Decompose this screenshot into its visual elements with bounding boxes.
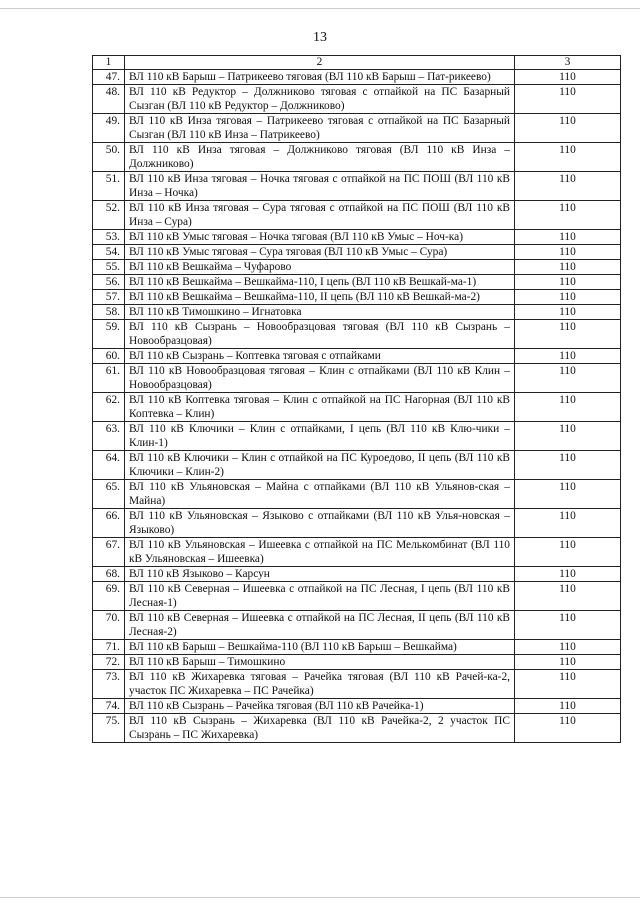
table-row (93, 275, 621, 290)
line-name: ВЛ 110 кВ Инза тяговая – Должниково тяговая (ВЛ 110 кВ Инза – Должниково) (125, 143, 515, 172)
voltage-value: 110 (515, 114, 621, 143)
voltage-value: 110 (515, 275, 621, 290)
voltage-value: 110 (515, 393, 621, 422)
row-number: 71. (93, 640, 125, 655)
table-row (93, 320, 621, 349)
table-row (93, 509, 621, 538)
line-name: ВЛ 110 кВ Барыш – Патрикеево тяговая (ВЛ 110 кВ Барыш – Пат-рикеево) (125, 70, 515, 85)
voltage-value: 110 (515, 582, 621, 611)
voltage-value: 110 (515, 260, 621, 275)
table-row (93, 538, 621, 567)
line-name: ВЛ 110 кВ Ульяновская – Майна с отпайками (ВЛ 110 кВ Ульянов-ская – Майна) (125, 480, 515, 509)
row-number: 69. (93, 582, 125, 611)
voltage-value: 110 (515, 422, 621, 451)
table-row (93, 714, 621, 743)
page-number: 13 (313, 30, 327, 45)
column-header-name: 2 (125, 56, 515, 70)
row-number: 63. (93, 422, 125, 451)
table-row (93, 305, 621, 320)
line-name: ВЛ 110 кВ Ключики – Клин с отпайками, I цепь (ВЛ 110 кВ Клю-чики – Клин-1) (125, 422, 515, 451)
column-header-voltage: 3 (515, 56, 621, 70)
scan-edge-bottom (0, 897, 640, 898)
row-number: 70. (93, 611, 125, 640)
voltage-value: 110 (515, 480, 621, 509)
line-name: ВЛ 110 кВ Барыш – Тимошкино (125, 655, 515, 670)
row-number: 54. (93, 245, 125, 260)
voltage-value: 110 (515, 670, 621, 699)
lines-table (92, 55, 621, 743)
table-row (93, 114, 621, 143)
row-number: 62. (93, 393, 125, 422)
voltage-value: 110 (515, 699, 621, 714)
voltage-value: 110 (515, 290, 621, 305)
table-row (93, 143, 621, 172)
voltage-value: 110 (515, 451, 621, 480)
voltage-value: 110 (515, 230, 621, 245)
voltage-value: 110 (515, 305, 621, 320)
voltage-value: 110 (515, 201, 621, 230)
line-name: ВЛ 110 кВ Ульяновская – Языково с отпайками (ВЛ 110 кВ Улья-новская – Языково) (125, 509, 515, 538)
row-number: 74. (93, 699, 125, 714)
line-name: ВЛ 110 кВ Вешкайма – Вешкайма-110, I цепь (ВЛ 110 кВ Вешкай-ма-1) (125, 275, 515, 290)
voltage-value: 110 (515, 538, 621, 567)
row-number: 73. (93, 670, 125, 699)
row-number: 75. (93, 714, 125, 743)
line-name: ВЛ 110 кВ Северная – Ишеевка с отпайкой на ПС Лесная, I цепь (ВЛ 110 кВ Лесная-1) (125, 582, 515, 611)
voltage-value: 110 (515, 655, 621, 670)
row-number: 50. (93, 143, 125, 172)
table-row (93, 699, 621, 714)
line-name: ВЛ 110 кВ Новообразцовая тяговая – Клин с отпайками (ВЛ 110 кВ Клин – Новообразцовая) (125, 364, 515, 393)
voltage-value: 110 (515, 320, 621, 349)
row-number: 49. (93, 114, 125, 143)
voltage-value: 110 (515, 143, 621, 172)
row-number: 67. (93, 538, 125, 567)
row-number: 57. (93, 290, 125, 305)
line-name: ВЛ 110 кВ Вешкайма – Вешкайма-110, II цепь (ВЛ 110 кВ Вешкай-ма-2) (125, 290, 515, 305)
row-number: 53. (93, 230, 125, 245)
table-row (93, 480, 621, 509)
table-row (93, 201, 621, 230)
row-number: 47. (93, 70, 125, 85)
table-row (93, 422, 621, 451)
line-name: ВЛ 110 кВ Умыс тяговая – Ночка тяговая (ВЛ 110 кВ Умыс – Ноч-ка) (125, 230, 515, 245)
voltage-value: 110 (515, 85, 621, 114)
row-number: 58. (93, 305, 125, 320)
line-name: ВЛ 110 кВ Языково – Карсун (125, 567, 515, 582)
line-name: ВЛ 110 кВ Инза тяговая – Сура тяговая с отпайкой на ПС ПОШ (ВЛ 110 кВ Инза – Сура) (125, 201, 515, 230)
line-name: ВЛ 110 кВ Сызрань – Рачейка тяговая (ВЛ 110 кВ Рачейка-1) (125, 699, 515, 714)
voltage-value: 110 (515, 172, 621, 201)
row-number: 60. (93, 349, 125, 364)
voltage-value: 110 (515, 509, 621, 538)
line-name: ВЛ 110 кВ Жихаревка тяговая – Рачейка тяговая (ВЛ 110 кВ Рачей-ка-2, участок ПС Жихаревка – ПС Рачейка) (125, 670, 515, 699)
table-row (93, 245, 621, 260)
line-name: ВЛ 110 кВ Сызрань – Жихаревка (ВЛ 110 кВ Рачейка-2, 2 участок ПС Сызрань – ПС Жихаревка) (125, 714, 515, 743)
row-number: 66. (93, 509, 125, 538)
line-name: ВЛ 110 кВ Умыс тяговая – Сура тяговая (ВЛ 110 кВ Умыс – Сура) (125, 245, 515, 260)
voltage-value: 110 (515, 714, 621, 743)
row-number: 59. (93, 320, 125, 349)
row-number: 61. (93, 364, 125, 393)
row-number: 64. (93, 451, 125, 480)
line-name: ВЛ 110 кВ Инза тяговая – Ночка тяговая с отпайкой на ПС ПОШ (ВЛ 110 кВ Инза – Ночка) (125, 172, 515, 201)
line-name: ВЛ 110 кВ Вешкайма – Чуфарово (125, 260, 515, 275)
line-name: ВЛ 110 кВ Инза тяговая – Патрикеево тяговая с отпайкой на ПС Базарный Сызган (ВЛ 110 кВ Инза – Патрикеево) (125, 114, 515, 143)
header-row (93, 56, 621, 70)
line-name: ВЛ 110 кВ Северная – Ишеевка с отпайкой на ПС Лесная, II цепь (ВЛ 110 кВ Лесная-2) (125, 611, 515, 640)
table-row (93, 640, 621, 655)
table-row (93, 172, 621, 201)
table-row (93, 567, 621, 582)
row-number: 52. (93, 201, 125, 230)
voltage-value: 110 (515, 70, 621, 85)
table-row (93, 582, 621, 611)
row-number: 68. (93, 567, 125, 582)
table-row (93, 260, 621, 275)
table-row (93, 364, 621, 393)
column-header-number: 1 (93, 56, 125, 70)
row-number: 56. (93, 275, 125, 290)
row-number: 55. (93, 260, 125, 275)
row-number: 72. (93, 655, 125, 670)
voltage-value: 110 (515, 567, 621, 582)
line-name: ВЛ 110 кВ Коптевка тяговая – Клин с отпайкой на ПС Нагорная (ВЛ 110 кВ Коптевка – Клин) (125, 393, 515, 422)
line-name: ВЛ 110 кВ Барыш – Вешкайма-110 (ВЛ 110 кВ Барыш – Вешкайма) (125, 640, 515, 655)
line-name: ВЛ 110 кВ Сызрань – Новообразцовая тяговая (ВЛ 110 кВ Сызрань – Новообразцовая) (125, 320, 515, 349)
table-row (93, 349, 621, 364)
table-row (93, 85, 621, 114)
row-number: 51. (93, 172, 125, 201)
table-row (93, 451, 621, 480)
voltage-value: 110 (515, 611, 621, 640)
table-row (93, 393, 621, 422)
line-name: ВЛ 110 кВ Ульяновская – Ишеевка с отпайкой на ПС Мелькомбинат (ВЛ 110 кВ Ульяновская – Ишеевка) (125, 538, 515, 567)
table-row (93, 670, 621, 699)
voltage-value: 110 (515, 245, 621, 260)
voltage-value: 110 (515, 349, 621, 364)
table-row (93, 611, 621, 640)
voltage-value: 110 (515, 640, 621, 655)
row-number: 48. (93, 85, 125, 114)
table-row (93, 70, 621, 85)
voltage-value: 110 (515, 364, 621, 393)
line-name: ВЛ 110 кВ Сызрань – Коптевка тяговая с отпайками (125, 349, 515, 364)
table-row (93, 290, 621, 305)
line-name: ВЛ 110 кВ Редуктор – Должниково тяговая с отпайкой на ПС Базарный Сызган (ВЛ 110 кВ Редуктор – Должниково) (125, 85, 515, 114)
line-name: ВЛ 110 кВ Ключики – Клин с отпайкой на ПС Куроедово, II цепь (ВЛ 110 кВ Ключики – Клин-2) (125, 451, 515, 480)
table-row (93, 655, 621, 670)
row-number: 65. (93, 480, 125, 509)
scan-edge-top (0, 8, 640, 9)
table-row (93, 230, 621, 245)
line-name: ВЛ 110 кВ Тимошкино – Игнатовка (125, 305, 515, 320)
